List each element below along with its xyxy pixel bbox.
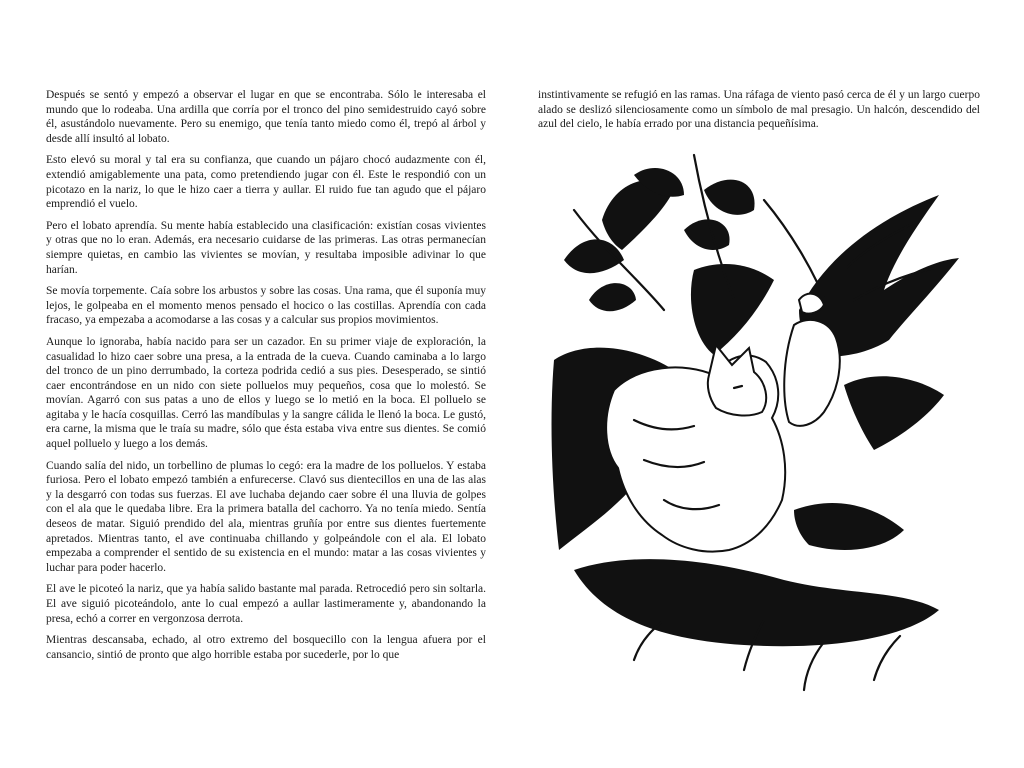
tree-trunk-shape xyxy=(691,264,774,355)
paragraph: El ave le picoteó la nariz, que ya había salido bastante mal parada. Retrocedió pero sin soltarla. El ave siguió picoteándolo, ante lo cual empezó a aullar lastimeramente y, abandonando la presa, echó a correr en vergonzosa derrota. xyxy=(46,583,486,625)
paragraph: Se movía torpemente. Caía sobre los arbustos y sobre las cosas. Una rama, que él suponía muy lejos, le golpeaba en el momento menos pensado el hocico o las costillas. Aprendía con cada fracaso, ya empezaba a acomodarse a las cosas y a calcular sus propios movimientos. xyxy=(46,285,486,327)
paragraph: Después se sentó y empezó a observar el lugar en que se encontraba. Sólo le interesaba el mundo que lo rodeaba. Una ardilla que corría por el tronco del pino semidestruido cayó sobre él, asustándolo nuevamente. Pero su enemigo, que tenía tanto miedo como él, trepó al árbol y desde allí insultó al lobato. xyxy=(46,89,486,145)
bird-body-shape xyxy=(784,320,840,426)
grass-stroke xyxy=(804,642,824,690)
paragraph: Aunque lo ignoraba, había nacido para ser un cazador. En su primer viaje de exploración, la casualidad lo hizo caer sobre una presa, a la entrada de la cueva. Cuando caminaba a lo largo del tronco de un pino derrumbado, la corteza podrida cedió a sus pies. Desesperado, se sintió caer encontrándose en un nido con siete polluelos muy pequeños, cosa que lo molestó. Se movían. Agarró con sus patas a uno de ellos y luego se lo metió en la boca. El polluelo se agitaba y le hacía cosquillas. Cerró las mandíbulas y la sangre cálida le llenó la boca. Le gustó, era carne, la misma que le traía su madre, sólo que ésta estaba viva entre sus dientes. Se comió aquel polluelo y luego a los demás. xyxy=(46,335,486,451)
left-text-column xyxy=(46,88,486,669)
paragraph: Cuando salía del nido, un torbellino de plumas lo cegó: era la madre de los polluelos. Y estaba furiosa. Pero el lobato empezó también a enfurecerse. Clavó sus dientecillos en una de las alas y la desgarró con todas sus fuerzas. El ave luchaba dejando caer sobre él una lluvia de golpes con el ala que le quedaba libre. Era la primera batalla del cachorro. Ya no tenía miedo. Sentía deseos de matar. Siguió prendido del ala, mientras gruñía por entre sus dientes fuertemente apretados. Mientras tanto, el ave continuaba chillando y golpeándole con el ala. El lobato empezaba a comprender el sentido de su existencia en el mundo: matar a las cosas vivientes y luchar para poder hacerlo. xyxy=(46,459,486,574)
wolf-cub-and-bird-illustration xyxy=(544,150,968,714)
wolf-cub-head-shape xyxy=(708,345,766,415)
paragraph: Mientras descansaba, echado, al otro extremo del bosquecillo con la lengua afuera por el cansancio, sintió de pronto que algo horrible estaba por sucederle, por lo que xyxy=(46,634,486,661)
paragraph: Esto elevó su moral y tal era su confianza, que cuando un pájaro chocó audazmente con él, extendió amigablemente una pata, como pretendiendo jugar con él. Este le respondió con un picotazo en la nariz, lo que le hizo caer a tierra y aullar. El ruido fue tan agudo que el pájaro emprendió el vuelo. xyxy=(46,154,486,211)
bird-wing-shape xyxy=(844,376,944,450)
foliage-shape xyxy=(704,180,755,215)
paragraph: instintivamente se refugió en las ramas. Una ráfaga de viento pasó cerca de él y un largo cuerpo alado se deslizó silenciosamente como un símbolo de mal presagio. Un halcón, descendido del azul del cielo, le había errado por una distancia pequeñísima. xyxy=(538,89,980,131)
paragraph: Pero el lobato aprendía. Su mente había establecido una clasificación: existían cosas vivientes y otras que no lo eran. Además, era necesario cuidarse de las primeras. Las otras permanecían siempre quietas, en cambio las vivientes se movían, y resultaba imposible adivinar lo que harían. xyxy=(46,219,486,276)
right-text-column xyxy=(538,88,980,139)
bird-head-shape xyxy=(799,294,824,314)
foliage-shape xyxy=(684,219,730,250)
foliage-shape xyxy=(589,283,636,311)
ground-shadow-shape xyxy=(794,503,904,550)
grass-stroke xyxy=(874,636,900,680)
